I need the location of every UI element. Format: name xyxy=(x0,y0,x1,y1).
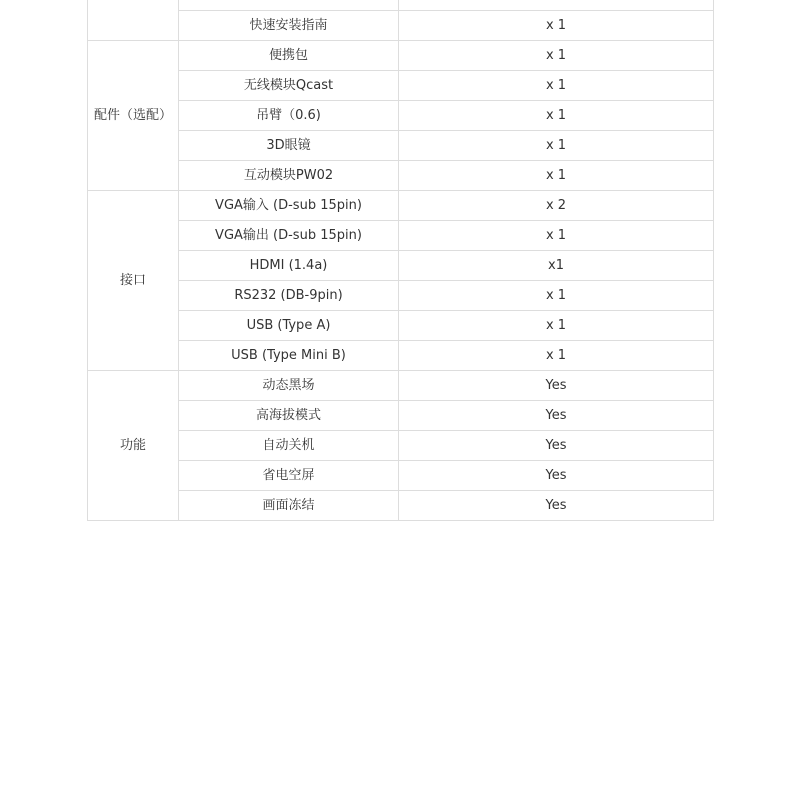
value-cell: Yes xyxy=(399,461,714,491)
category-cell xyxy=(88,0,179,41)
value-cell: Yes xyxy=(399,371,714,401)
table-row xyxy=(88,491,714,521)
table-row xyxy=(88,401,714,431)
value-cell: Yes xyxy=(399,431,714,461)
table-row xyxy=(88,431,714,461)
item-cell: RS232 (DB-9pin) xyxy=(179,281,399,311)
item-cell xyxy=(179,0,399,11)
item-cell: VGA输入 (D-sub 15pin) xyxy=(179,191,399,221)
value-cell: Yes xyxy=(399,401,714,431)
value-cell: x 1 xyxy=(399,161,714,191)
table-row xyxy=(88,0,714,11)
category-cell: 功能 xyxy=(88,371,179,521)
table-row xyxy=(88,281,714,311)
value-cell xyxy=(399,0,714,11)
item-cell: HDMI (1.4a) xyxy=(179,251,399,281)
value-cell: x 1 xyxy=(399,221,714,251)
value-cell: x 1 xyxy=(399,11,714,41)
value-cell: x 1 xyxy=(399,131,714,161)
table-row xyxy=(88,161,714,191)
item-cell: 快速安装指南 xyxy=(179,11,399,41)
item-cell: 高海拔模式 xyxy=(179,401,399,431)
value-cell: x1 xyxy=(399,251,714,281)
category-cell: 接口 xyxy=(88,191,179,371)
spec-table xyxy=(87,0,714,521)
table-row xyxy=(88,11,714,41)
item-cell: 动态黑场 xyxy=(179,371,399,401)
table-row xyxy=(88,131,714,161)
value-cell: x 1 xyxy=(399,101,714,131)
table-row xyxy=(88,251,714,281)
table-row xyxy=(88,461,714,491)
item-cell: 3D眼镜 xyxy=(179,131,399,161)
item-cell: 便携包 xyxy=(179,41,399,71)
spec-table-body xyxy=(88,0,714,521)
item-cell: VGA输出 (D-sub 15pin) xyxy=(179,221,399,251)
table-row xyxy=(88,371,714,401)
table-row xyxy=(88,311,714,341)
item-cell: 自动关机 xyxy=(179,431,399,461)
item-cell: 无线模块Qcast xyxy=(179,71,399,101)
item-cell: 画面冻结 xyxy=(179,491,399,521)
value-cell: x 1 xyxy=(399,41,714,71)
value-cell: x 1 xyxy=(399,71,714,101)
item-cell: 互动模块PW02 xyxy=(179,161,399,191)
value-cell: x 1 xyxy=(399,281,714,311)
table-row xyxy=(88,191,714,221)
table-row xyxy=(88,221,714,251)
item-cell: USB (Type A) xyxy=(179,311,399,341)
item-cell: 省电空屏 xyxy=(179,461,399,491)
value-cell: Yes xyxy=(399,491,714,521)
item-cell: USB (Type Mini B) xyxy=(179,341,399,371)
value-cell: x 2 xyxy=(399,191,714,221)
category-cell: 配件（选配） xyxy=(88,41,179,191)
table-row xyxy=(88,41,714,71)
value-cell: x 1 xyxy=(399,341,714,371)
item-cell: 吊臂（0.6) xyxy=(179,101,399,131)
value-cell: x 1 xyxy=(399,311,714,341)
table-row xyxy=(88,101,714,131)
table-row xyxy=(88,341,714,371)
table-row xyxy=(88,71,714,101)
